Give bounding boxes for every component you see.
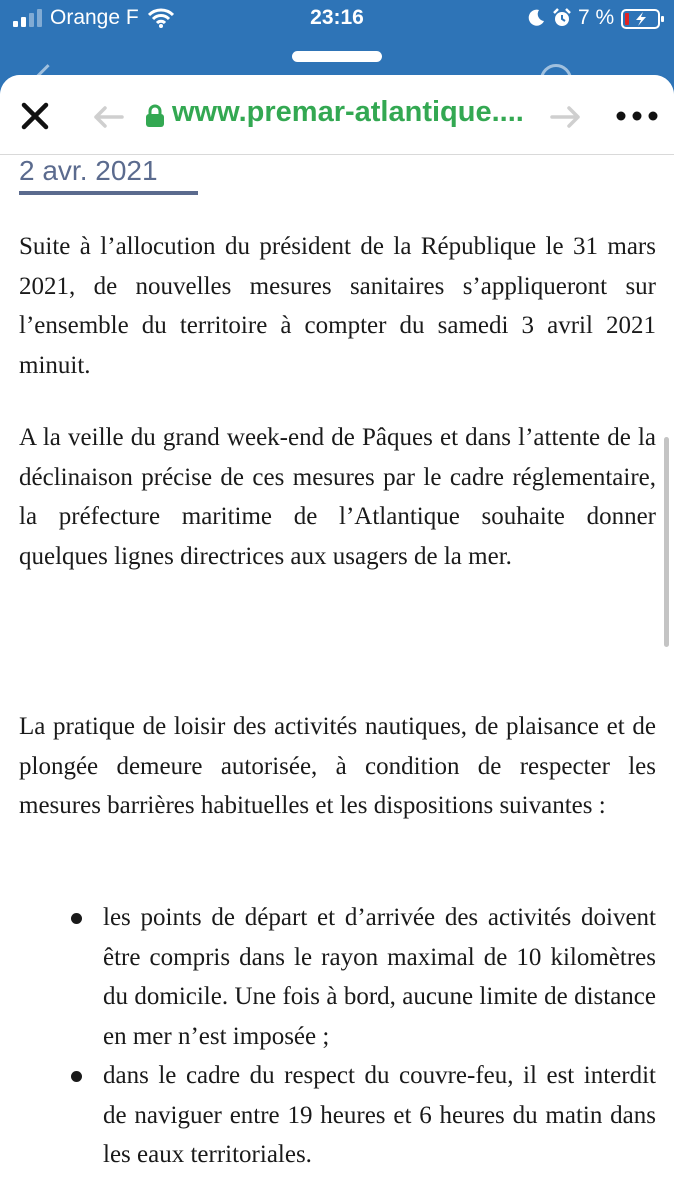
lock-icon (145, 104, 165, 128)
close-icon[interactable] (20, 101, 50, 131)
date-underline (19, 191, 198, 195)
list-item (103, 898, 656, 1056)
back-arrow-icon[interactable] (92, 105, 124, 129)
article-paragraph: Suite à l’allocution du président de la République le 31 mars 2021, de nouvelles mesures sanitaires s’appliqueront sur l’ensemble du territoire à compter du samedi 3 avril 2021 minuit. (19, 233, 656, 379)
rules-list (103, 898, 656, 1175)
url-address[interactable]: www.premar-atlantique.... (172, 96, 524, 128)
article-paragraph: A la veille du grand week-end de Pâques et dans l’attente de la déclinaison précise de ces mesures par le cadre réglementaire, la préfecture maritime de l’Atlantique souhaite donner quelques lignes directrices aux usagers de la mer. (19, 424, 656, 570)
sheet-grabber[interactable] (292, 51, 382, 62)
forward-arrow-icon[interactable] (550, 105, 582, 129)
clock-time: 23:16 (310, 6, 364, 29)
article-date: 2 avr. 2021 (19, 155, 158, 186)
list-item-text: les points de départ et d’arrivée des activités doivent être compris dans le rayon maximal de 10 kilomètres du domicile. Une fois à bord, aucune limite de distance en mer n’est imposée ; (103, 904, 656, 1050)
article-paragraph: La pratique de loisir des activités nautiques, de plaisance et de plongée demeure autorisée, à condition de respecter les mesures barrières habituelles et les dispositions suivantes : (19, 713, 656, 819)
moon-icon (527, 9, 545, 27)
list-item (103, 1056, 656, 1175)
more-icon[interactable] (616, 111, 658, 121)
bullet-icon (71, 913, 82, 924)
list-item-text: dans le cadre du respect du couvre-feu, il est interdit de naviguer entre 19 heures et 6 heures du matin dans les eaux territoriales. (103, 1062, 656, 1168)
battery-charging-icon (621, 9, 665, 29)
scrollbar[interactable] (664, 437, 669, 647)
bullet-icon (71, 1071, 82, 1082)
status-bar (0, 0, 674, 40)
article-content (0, 155, 674, 1200)
carrier-name: Orange F (50, 6, 139, 29)
battery-percentage: 7 % (578, 6, 615, 29)
alarm-icon (552, 8, 572, 28)
browser-toolbar (0, 75, 674, 155)
